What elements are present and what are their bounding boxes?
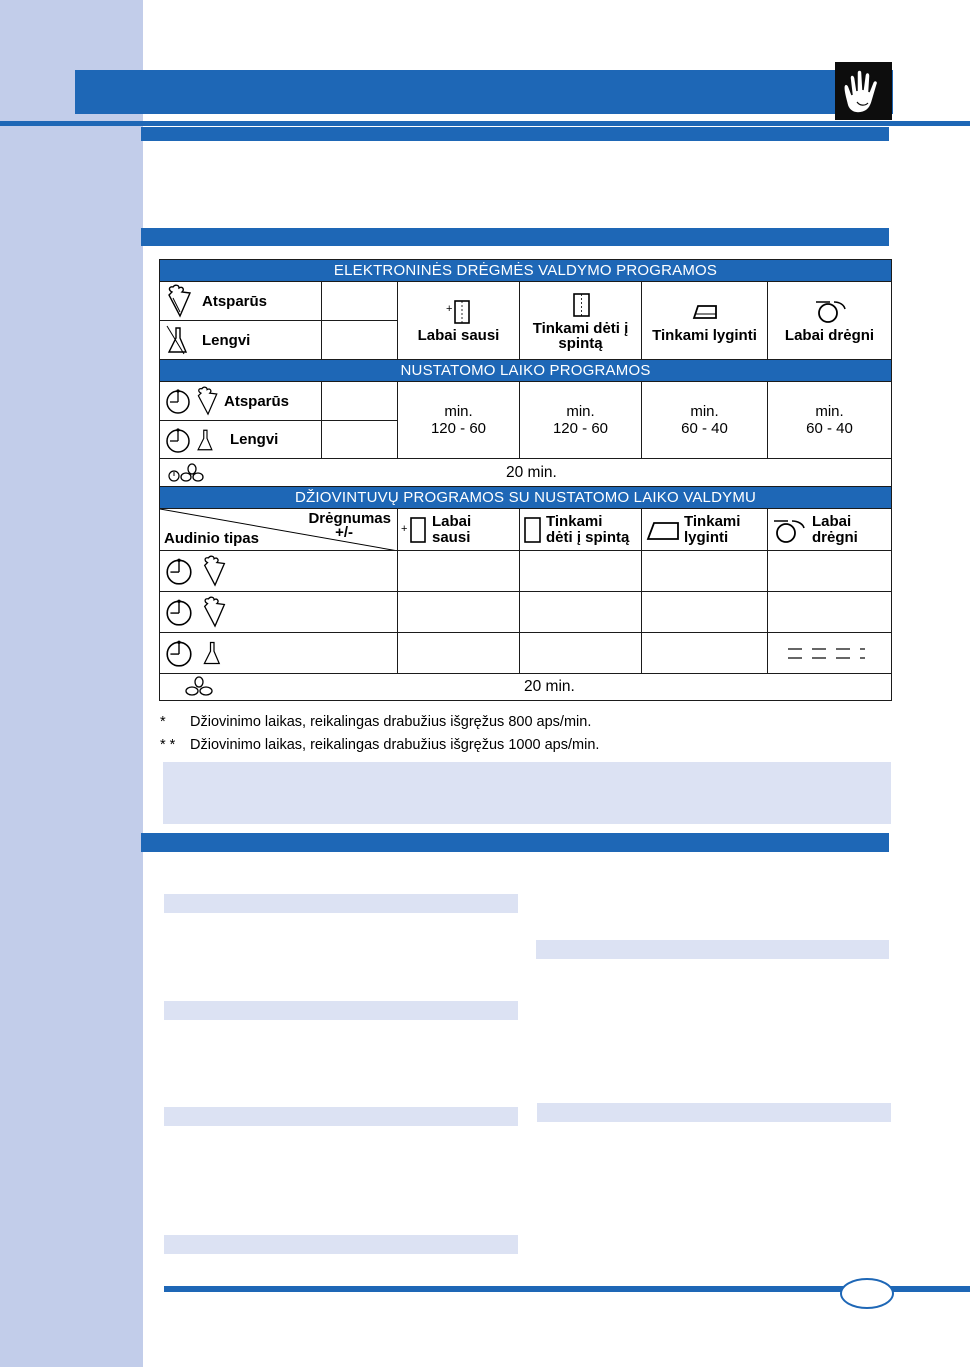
airing-row bbox=[160, 459, 892, 487]
dryer-iron-cell bbox=[642, 509, 768, 551]
dryer-row-label bbox=[160, 633, 398, 674]
fan-icon bbox=[182, 675, 216, 699]
timed-value-label: min. bbox=[690, 403, 719, 420]
flask-icon bbox=[194, 425, 220, 455]
subsection-band bbox=[164, 894, 518, 913]
title-underline bbox=[0, 121, 970, 126]
very-dry-cell bbox=[398, 282, 520, 360]
empty-cell bbox=[642, 633, 768, 674]
section-band-1 bbox=[141, 127, 889, 141]
footnote-text: Džiovinimo laikas, reikalingas drabužius išgręžus 1000 aps/min. bbox=[190, 737, 600, 753]
footnote-1 bbox=[160, 714, 591, 730]
shirt-icon bbox=[200, 595, 230, 629]
timed-value-cell bbox=[520, 382, 642, 459]
shirt-icon bbox=[164, 284, 196, 318]
timed-resistant-cell bbox=[160, 382, 322, 421]
subsection-band bbox=[536, 940, 889, 959]
empty-cell bbox=[322, 282, 398, 321]
timed-value-cell bbox=[768, 382, 892, 459]
subsection-band bbox=[164, 1001, 518, 1020]
dryer-row-label bbox=[160, 592, 398, 633]
empty-cell bbox=[322, 321, 398, 360]
dryer-damp-cell bbox=[768, 509, 892, 551]
dryer-cupboard-1: Tinkami bbox=[546, 512, 603, 530]
damp-cell bbox=[768, 282, 892, 360]
subsection-band bbox=[537, 1103, 891, 1122]
timer-icon bbox=[164, 556, 194, 586]
diagonal-header-cell bbox=[160, 509, 398, 551]
iron-icon bbox=[688, 298, 722, 322]
dryer-row-label bbox=[160, 551, 398, 592]
dryer-very-dry-1: Labai bbox=[432, 512, 472, 530]
drying-program-table bbox=[159, 259, 892, 701]
section-band-2 bbox=[141, 228, 889, 246]
timed-value-range: 120 - 60 bbox=[552, 420, 609, 437]
dryer-programs-header: DŽIOVINTUVŲ PROGRAMOS SU NUSTATOMO LAIKO VALDYMU bbox=[160, 487, 892, 509]
footnote-2 bbox=[160, 737, 599, 753]
empty-cell bbox=[398, 633, 520, 674]
timed-delicate-cell bbox=[160, 421, 322, 459]
timed-programs-header: NUSTATOMO LAIKO PROGRAMOS bbox=[160, 360, 892, 382]
empty-cell bbox=[642, 551, 768, 592]
cupboard-icon bbox=[566, 291, 596, 319]
timer-icon bbox=[164, 638, 194, 668]
svg-text:+: + bbox=[445, 303, 452, 315]
flask-icon bbox=[164, 324, 196, 356]
cupboard-icon bbox=[444, 298, 474, 326]
dryer-cupboard-cell bbox=[520, 509, 642, 551]
dryer-airing-time: 20 min. bbox=[524, 678, 575, 695]
dryer-cupboard-2: dėti į spintą bbox=[546, 528, 630, 546]
shirt-icon bbox=[200, 554, 230, 588]
timed-value-cell bbox=[398, 382, 520, 459]
empty-cell bbox=[768, 592, 892, 633]
moisture-label: Drėgnumas bbox=[308, 510, 391, 527]
fabric-resistant-cell bbox=[160, 282, 322, 321]
timed-value-range: 120 - 60 bbox=[430, 420, 487, 437]
iron-icon bbox=[644, 517, 682, 543]
dryer-iron-2: lyginti bbox=[684, 528, 729, 546]
fabric-delicate-label: Lengvi bbox=[202, 331, 251, 349]
fabric-type-label: Audinio tipas bbox=[164, 530, 259, 547]
timed-value-label: min. bbox=[566, 403, 595, 420]
empty-cell bbox=[520, 551, 642, 592]
shirt-icon bbox=[194, 385, 222, 417]
title-bar bbox=[75, 70, 893, 114]
fan-icon bbox=[166, 462, 206, 484]
timed-delicate-label: Lengvi bbox=[230, 431, 279, 448]
dryer-very-dry-cell bbox=[398, 509, 520, 551]
footnote-mark: * * bbox=[160, 737, 176, 753]
flask-icon bbox=[200, 637, 228, 669]
timed-resistant-label: Atsparūs bbox=[224, 392, 290, 410]
airing-time: 20 min. bbox=[506, 463, 557, 481]
subsection-band bbox=[164, 1235, 518, 1254]
very-dry-label: Labai sausi bbox=[417, 327, 500, 344]
empty-cell bbox=[398, 592, 520, 633]
timed-value-label: min. bbox=[444, 403, 473, 420]
cupboard-dry-cell bbox=[520, 282, 642, 360]
moisture-sign: +/- bbox=[335, 524, 353, 541]
timer-icon bbox=[164, 426, 192, 454]
hand-icon bbox=[835, 62, 892, 120]
empty-cell bbox=[520, 633, 642, 674]
note-box bbox=[163, 762, 891, 824]
dryer-damp-1: Labai bbox=[812, 512, 852, 530]
timed-value-range: 60 - 40 bbox=[681, 420, 728, 437]
timer-icon bbox=[164, 387, 192, 415]
footnote-text: Džiovinimo laikas, reikalingas drabužius išgręžus 800 aps/min. bbox=[190, 714, 592, 730]
dryer-very-dry-2: sausi bbox=[432, 528, 471, 546]
dash-marks bbox=[768, 634, 892, 672]
empty-cell bbox=[398, 551, 520, 592]
damp-label: Labai drėgni bbox=[784, 327, 875, 344]
empty-cell bbox=[322, 382, 398, 421]
not-available-cell bbox=[768, 633, 892, 674]
iron-dry-label: Tinkami lyginti bbox=[652, 327, 757, 344]
timed-value-range: 60 - 40 bbox=[806, 420, 853, 437]
fabric-resistant-label: Atsparūs bbox=[202, 292, 268, 310]
timed-value-label: min. bbox=[815, 403, 844, 420]
empty-cell bbox=[642, 592, 768, 633]
svg-text:+: + bbox=[401, 522, 408, 535]
cupboard-icon bbox=[400, 515, 430, 545]
empty-cell bbox=[520, 592, 642, 633]
iron-dry-cell bbox=[642, 282, 768, 360]
fabric-delicate-cell bbox=[160, 321, 322, 360]
dryer-iron-1: Tinkami bbox=[684, 512, 741, 530]
timer-icon bbox=[164, 597, 194, 627]
dryer-airing-row bbox=[160, 674, 892, 701]
damp-icon bbox=[810, 298, 850, 324]
cupboard-icon bbox=[522, 515, 544, 545]
empty-cell bbox=[768, 551, 892, 592]
section-band-3 bbox=[141, 833, 889, 852]
page-number-badge bbox=[840, 1278, 894, 1309]
cupboard-dry-label: Tinkami dėti į spintą bbox=[532, 319, 629, 352]
damp-icon bbox=[770, 515, 810, 545]
empty-cell bbox=[322, 421, 398, 459]
timed-value-cell bbox=[642, 382, 768, 459]
electronic-programs-header: ELEKTRONINĖS DRĖGMĖS VALDYMO PROGRAMOS bbox=[160, 260, 892, 282]
footnote-mark: * bbox=[160, 714, 166, 730]
subsection-band bbox=[164, 1107, 518, 1126]
dryer-damp-2: drėgni bbox=[812, 528, 858, 546]
page-sidebar bbox=[0, 0, 143, 1367]
